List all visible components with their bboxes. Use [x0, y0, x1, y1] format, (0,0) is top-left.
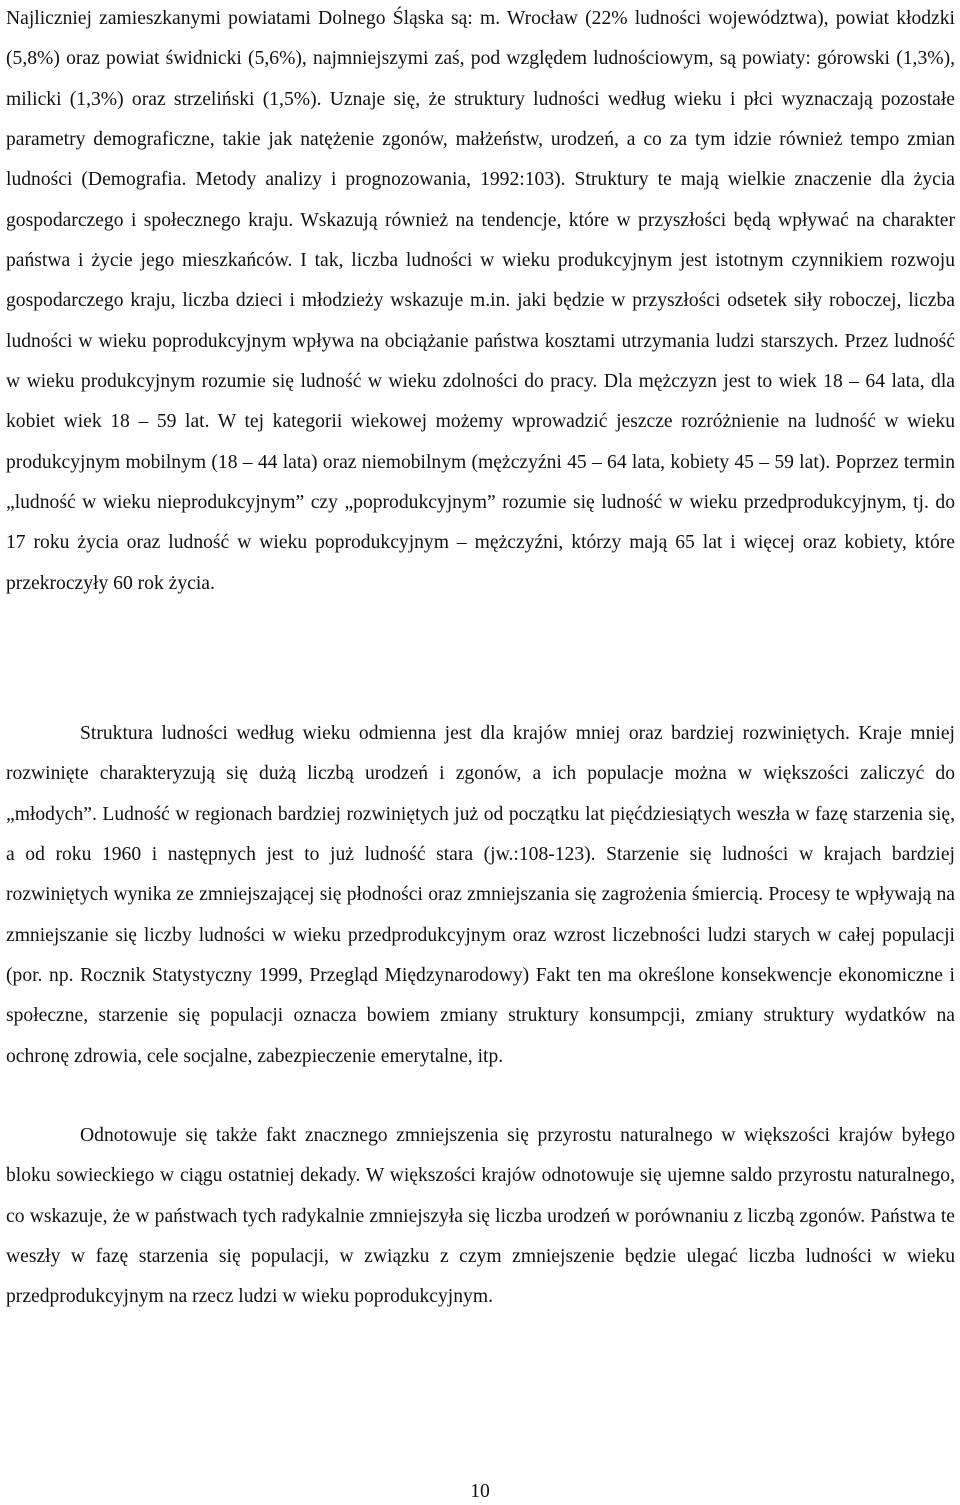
paragraph-text: Najliczniej zamieszkanymi powiatami Dolnego Śląska są: m. Wrocław (22% ludności województwa), powiat kłodzki (5,8%) oraz powiat świdnicki (5,6%), najmniejszymi zaś, pod względem ludnościowym, są powiaty: górowski (1,3%), milicki (1,3%) oraz strzeliński (1,5%). Uznaje się, że struktury ludności według wieku i płci wyznaczają pozostałe parametry demograficzne, takie jak natężenie zgonów, małżeństw, urodzeń, a co za tym idzie również tempo zmian ludności (Demografia. Metody analizy i prognozowania, 1992:103). Struktury te mają wielkie znaczenie dla życia gospodarczego i społecznego kraju. Wskazują również na tendencje, które w przyszłości będą wpływać na charakter państwa i życie jego mieszkańców. I tak, liczba ludności w wieku produkcyjnym jest istotnym czynnikiem rozwoju gospodarczego kraju, liczba dzieci i młodzieży wskazuje m.in. jaki będzie w przyszłości odsetek siły roboczej, liczba ludności w wieku poprodukcyjnym wpływa na obciążanie państwa kosztami utrzymania ludzi starszych. Przez ludność w wieku produkcyjnym rozumie się ludność w wieku zdolności do pracy. Dla mężczyzn jest to wiek 18 – 64 lata, dla kobiet wiek 18 – 59 lat. W tej kategorii wiekowej możemy wprowadzić jeszcze rozróżnienie na ludność w wieku produkcyjnym mobilnym (18 – 44 lata) oraz niemobilnym (mężczyźni 45 – 64 lata, kobiety 45 – 59 lat). Poprzez termin „ludność w wieku nieprodukcyjnym” czy „poprodukcyjnym” rozumie się ludność w wieku przedprodukcyjnym, tj. do 17 roku życia oraz ludność w wieku poprodukcyjnym – mężczyźni, którzy mają 65 lat i więcej oraz kobiety, które przekroczyły 60 rok życia. [6, 8, 955, 594]
paragraph-text: Odnotowuje się także fakt znacznego zmniejszenia się przyrostu naturalnego w większości krajów byłego bloku sowieckiego w ciągu ostatniej dekady. W większości krajów odnotowuje się ujemne saldo przyrostu naturalnego, co wskazuje, że w państwach tych radykalnie zmniejszyła się liczba urodzeń w porównaniu z liczbą zgonów. Państwa te weszły w fazę starzenia się populacji, w związku z czym zmniejszenie będzie ulegać liczba ludności w wieku przedprodukcyjnym na rzecz ludzi w wieku poprodukcyjnym. [6, 1125, 955, 1308]
paragraph-natural-growth [6, 1116, 955, 1318]
page-number: 10 [470, 1481, 490, 1502]
paragraph-population-structure [6, 0, 955, 604]
paragraph-text: Struktura ludności według wieku odmienna jest dla krajów mniej oraz bardziej rozwiniętych. Kraje mniej rozwinięte charakteryzują się dużą liczbą urodzeń i zgonów, a ich populacje można w większości zaliczyć do „młodych”. Ludność w regionach bardziej rozwiniętych już od początku lat pięćdziesiątych weszła w fazę starzenia się, a od roku 1960 i następnych jest to już ludność stara (jw.:108-123). Starzenie się ludności w krajach bardziej rozwiniętych wynika ze zmniejszającej się płodności oraz zmniejszania się zagrożenia śmiercią. Procesy te wpływają na zmniejszanie się liczby ludności w wieku przedprodukcyjnym oraz wzrost liczebności ludzi starych w całej populacji (por. np. Rocznik Statystyczny 1999, Przegląd Międzynarodowy) Fakt ten ma określone konsekwencje ekonomiczne i społeczne, starzenie się populacji oznacza bowiem zmiany struktury konsumpcji, zmiany struktury wydatków na ochronę zdrowia, cele socjalne, zabezpieczenie emerytalne, itp. [6, 723, 955, 1067]
paragraph-development-comparison [6, 714, 955, 1077]
